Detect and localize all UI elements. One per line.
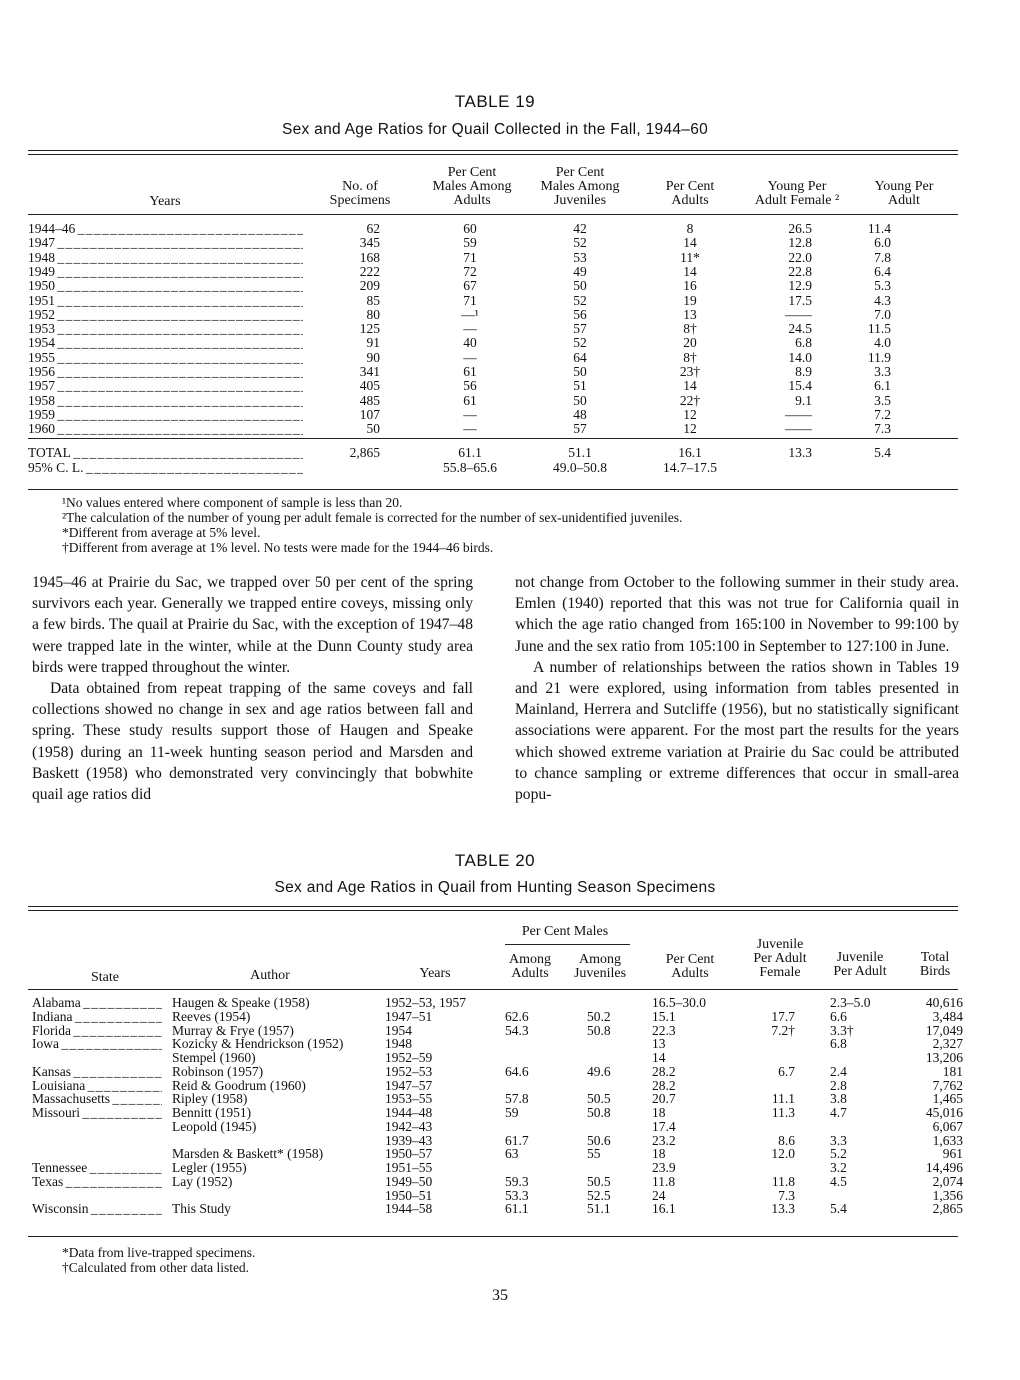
table19-cell: 59 bbox=[463, 235, 477, 251]
table20-cell: 45,016 bbox=[925, 1105, 963, 1120]
table20-cell: Alabama _ _ _ bbox=[32, 996, 162, 1010]
table20-cell: 2.8 bbox=[830, 1077, 847, 1093]
table20-cell: Reeves (1954) bbox=[172, 1008, 251, 1024]
table20-cell: Ripley (1958) bbox=[172, 1091, 248, 1107]
table20-cell: 1954 bbox=[385, 1022, 412, 1038]
table19-cell: 85 bbox=[366, 292, 380, 308]
table20-cell: 54.3 bbox=[505, 1022, 529, 1038]
table19-cell: 3.3 bbox=[874, 364, 891, 379]
table19-top-rule bbox=[28, 150, 958, 155]
table19-cell: 8† bbox=[683, 321, 697, 337]
table19-cell: 91 bbox=[366, 335, 380, 351]
table20-cell: 6.8 bbox=[830, 1036, 847, 1052]
t20-header-total: Total Birds bbox=[919, 950, 951, 979]
table20-cell: 1,465 bbox=[932, 1091, 963, 1107]
table20-cell: 28.2 bbox=[652, 1077, 676, 1093]
table20-cell: 15.1 bbox=[652, 1008, 676, 1024]
table20-cell: 13.3 bbox=[771, 1201, 795, 1217]
table19-cell: 1949 _ _ _ bbox=[28, 265, 303, 279]
table20-cell: 11.1 bbox=[771, 1091, 795, 1107]
table20-cell: 1949–50 bbox=[385, 1173, 433, 1189]
table20-cell: 49.6 bbox=[587, 1063, 611, 1079]
table19-cell: 14.0 bbox=[788, 349, 812, 365]
table20-cell: 1950–51 bbox=[385, 1187, 433, 1203]
table19-cell: 12.8 bbox=[788, 235, 812, 251]
table20-cell: Florida _ _ _ bbox=[32, 1024, 162, 1038]
table19-cell: 22.0 bbox=[788, 249, 812, 265]
t20-header-years: Years bbox=[419, 966, 451, 981]
table20-cell: 1952–59 bbox=[385, 1050, 433, 1065]
table20-cell: 11.8 bbox=[771, 1173, 795, 1189]
table19-cell: 7.8 bbox=[874, 249, 891, 265]
table20-cell: 40,616 bbox=[925, 995, 963, 1010]
table19-cell: 1958 _ _ _ bbox=[28, 394, 303, 408]
table20-cell: 2,074 bbox=[932, 1173, 963, 1189]
table19-cell: 1948 _ _ _ bbox=[28, 251, 303, 265]
table19-cell: 1960 _ _ _ bbox=[28, 422, 303, 436]
table20-cell: 17.7 bbox=[771, 1008, 795, 1024]
table20-cell: Louisiana _ _ _ bbox=[32, 1079, 162, 1093]
table19-cell: 7.3 bbox=[874, 421, 891, 437]
table19-cell: 50 bbox=[573, 278, 587, 294]
table19-cell: 1950 _ _ _ bbox=[28, 279, 303, 293]
t20-footnote-1: *Data from live-trapped specimens. bbox=[62, 1245, 256, 1260]
table19-cell: 1954 _ _ _ bbox=[28, 336, 303, 350]
table19-cell: —— bbox=[785, 406, 812, 422]
table19-cell: 56 bbox=[463, 378, 477, 394]
table20-cell: 13,206 bbox=[925, 1050, 963, 1065]
table19-cell: 485 bbox=[359, 392, 380, 408]
table19-cell: 1951 _ _ _ bbox=[28, 294, 303, 308]
t19-header-young-adult: Young Per Adult bbox=[874, 179, 934, 208]
table20-cell: 50.5 bbox=[587, 1091, 611, 1107]
table20-cell: 1939–43 bbox=[385, 1132, 433, 1148]
table19-cell: 51 bbox=[573, 378, 587, 394]
table20-cell: Wisconsin _ _ _ bbox=[32, 1202, 162, 1216]
table20-cell: 6.6 bbox=[830, 1008, 847, 1024]
table19-cell: — bbox=[463, 421, 477, 437]
t19-footnote-3: *Different from average at 5% level. bbox=[62, 525, 261, 540]
table19-cell: 11* bbox=[680, 249, 700, 265]
table20-cell: 16.5–30.0 bbox=[652, 995, 706, 1010]
table20-cell: 12.0 bbox=[771, 1146, 795, 1162]
table20-cell: 50.5 bbox=[587, 1173, 611, 1189]
table19-cell: 52 bbox=[573, 335, 587, 351]
table20-cell: 7.2† bbox=[771, 1022, 795, 1038]
table19-cell: 12 bbox=[683, 421, 697, 437]
table19-cell: 60 bbox=[463, 221, 477, 236]
table19-cell: 80 bbox=[366, 306, 380, 322]
table20-cell: 1,356 bbox=[932, 1187, 963, 1203]
table19-cell: 49 bbox=[573, 263, 587, 279]
table20-cell: 5.2 bbox=[830, 1146, 847, 1162]
t19-footnote-1: ¹No values entered where component of sample is less than 20. bbox=[62, 495, 403, 510]
paragraph-left-2: Data obtained from repeat trapping of the same coveys and fall collections showed no change in sex and age ratios between fall and spring. These study results support those of Haugen and Speake (1958) during an 11-week hunting season period and Marsden and Baskett (1958) who demonstrated very convincingly that bobwhite quail age ratios did bbox=[32, 680, 473, 804]
table20-cell: 3.2 bbox=[830, 1160, 847, 1175]
table20-cell: 13 bbox=[652, 1036, 666, 1052]
table20-cell: Massachusetts _ _ _ bbox=[32, 1092, 162, 1106]
table19-cell: 61 bbox=[463, 364, 477, 379]
table19-cell: 8† bbox=[683, 349, 697, 365]
table19-cell: 6.4 bbox=[874, 263, 891, 279]
table19-cell: —¹ bbox=[461, 306, 479, 322]
table19-cell: 1959 _ _ _ bbox=[28, 408, 303, 422]
table19-cell: 12.9 bbox=[788, 278, 812, 294]
table20-cell: Reid & Goodrum (1960) bbox=[172, 1077, 306, 1093]
table20-cell: 6.7 bbox=[778, 1063, 795, 1079]
table19-cell: 341 bbox=[359, 364, 380, 379]
table19-cell: 50 bbox=[573, 364, 587, 379]
table20-cell: 16.1 bbox=[652, 1201, 676, 1217]
table20-cell: 1952–53, 1957 bbox=[385, 995, 466, 1010]
table20-cell: 23.9 bbox=[652, 1160, 676, 1175]
table19-cell: 14 bbox=[683, 235, 697, 251]
table19-cell: 19 bbox=[683, 292, 697, 308]
t20-header-juv-adult: Juvenile Per Adult bbox=[833, 950, 887, 979]
table19-cell: 11.4 bbox=[867, 221, 891, 236]
table19-cell: 5.3 bbox=[874, 278, 891, 294]
text-column-left bbox=[32, 572, 473, 805]
t20-footnote-2: †Calculated from other data listed. bbox=[62, 1260, 250, 1275]
table20-cell: Haugen & Speake (1958) bbox=[172, 995, 310, 1010]
table20-cell: Murray & Frye (1957) bbox=[172, 1022, 294, 1038]
table20-cell: Kansas _ _ _ bbox=[32, 1065, 162, 1079]
table20-cell: 18 bbox=[652, 1105, 666, 1120]
table20-cell: 3.3† bbox=[830, 1022, 854, 1038]
paragraph-left-1: 1945–46 at Prairie du Sac, we trapped over 50 per cent of the spring survivors each year. Generally we trapped entire coveys, missing only a few birds. The quail at Prairie du Sac, with the exception of 1947–48 were trapped late in the winter, while at the Dunn County study area birds were trapped throughout the winter. bbox=[32, 574, 473, 676]
table19-cell: 3.5 bbox=[874, 392, 891, 408]
table19-cell: 11.9 bbox=[867, 349, 891, 365]
table19-cell: 20 bbox=[683, 335, 697, 351]
t19-header-males-adults: Per Cent Males Among Adults bbox=[432, 165, 512, 208]
table19-cell: 11.5 bbox=[867, 321, 891, 337]
table19-cell: 1955 _ _ _ bbox=[28, 351, 303, 365]
t20-header-among-juveniles: Among Juveniles bbox=[573, 952, 627, 981]
table20-cell: Kozicky & Hendrickson (1952) bbox=[172, 1036, 344, 1052]
table19-cell: 71 bbox=[463, 292, 477, 308]
t20-males-group-rule bbox=[505, 944, 630, 945]
table19-cell: 22.8 bbox=[788, 263, 812, 279]
table20-cell: 17,049 bbox=[925, 1022, 963, 1038]
table20-cell: 59 bbox=[505, 1105, 519, 1120]
table19-number: TABLE 19 bbox=[454, 92, 536, 111]
table19-cell: 24.5 bbox=[788, 321, 812, 337]
table20-cell: 1942–43 bbox=[385, 1118, 433, 1134]
table20-cell: 61.1 bbox=[505, 1201, 529, 1217]
table19-cell: 50 bbox=[366, 421, 380, 437]
table20-cell: 4.5 bbox=[830, 1173, 847, 1189]
table20-cell: 8.6 bbox=[778, 1132, 795, 1148]
table20-cell: 7.3 bbox=[778, 1187, 795, 1203]
table20-cell: 1944–48 bbox=[385, 1105, 433, 1120]
table20-header-rule bbox=[28, 989, 958, 990]
table19-cell: 50 bbox=[573, 392, 587, 408]
table20-cell: 3,484 bbox=[932, 1008, 963, 1024]
table20-top-rule bbox=[28, 906, 958, 911]
table19-cell: 48 bbox=[573, 406, 587, 422]
table20-cell: 2.4 bbox=[830, 1063, 847, 1079]
table20-cell: 22.3 bbox=[652, 1022, 676, 1038]
table20-bottom-rule bbox=[28, 1236, 958, 1237]
table20-cell: Leopold (1945) bbox=[172, 1118, 257, 1134]
table19-cell: — bbox=[463, 406, 477, 422]
table19-cell: 4.0 bbox=[874, 335, 891, 351]
table19-cell: 12 bbox=[683, 406, 697, 422]
table20-cell: 50.8 bbox=[587, 1105, 611, 1120]
table19-cell: 64 bbox=[573, 349, 587, 365]
t20-header-juv-female: Juvenile Per Adult Female bbox=[753, 937, 807, 980]
table19-cell: 1944–46 _ _ _ bbox=[28, 222, 303, 236]
table20-cell: 2.3–5.0 bbox=[830, 995, 871, 1010]
table20-cell: 50.8 bbox=[587, 1022, 611, 1038]
table19-cell: 1957 _ _ _ bbox=[28, 379, 303, 393]
table19-cell: — bbox=[463, 349, 477, 365]
table19-cell: 9.1 bbox=[795, 392, 812, 408]
table19-cell: 345 bbox=[359, 235, 380, 251]
table20-cell: 961 bbox=[942, 1146, 963, 1162]
table19-cell: 52 bbox=[573, 235, 587, 251]
table20-cell: Iowa _ _ _ bbox=[32, 1037, 162, 1051]
table19-cell: 405 bbox=[359, 378, 380, 394]
table20-cell: Stempel (1960) bbox=[172, 1050, 256, 1065]
table19-cell: 56 bbox=[573, 306, 587, 322]
table20-cell: 1947–57 bbox=[385, 1077, 433, 1093]
table20-cell: 11.3 bbox=[771, 1105, 795, 1120]
table19-cell: 15.4 bbox=[788, 378, 812, 394]
table20-cell: 20.7 bbox=[652, 1091, 676, 1107]
table19-total-rule bbox=[28, 438, 958, 439]
table20-cell: 1951–55 bbox=[385, 1160, 433, 1175]
table20-cell: 1947–51 bbox=[385, 1008, 433, 1024]
table20-cell: 55 bbox=[587, 1146, 601, 1162]
table20-cell: 57.8 bbox=[505, 1091, 529, 1107]
table20-cell: 4.7 bbox=[830, 1105, 847, 1120]
t19-header-specimens: No. of Specimens bbox=[329, 179, 391, 208]
table20-cell: 1953–55 bbox=[385, 1091, 433, 1107]
table20-cell: Missouri _ _ _ bbox=[32, 1106, 162, 1120]
table20-cell: 14,496 bbox=[925, 1160, 963, 1175]
table20-cell: 50.2 bbox=[587, 1008, 611, 1024]
table20-cell: This Study bbox=[172, 1201, 231, 1217]
table19-cell: 14 bbox=[683, 263, 697, 279]
t20-header-among-adults: Among Adults bbox=[509, 952, 551, 981]
table19-cell: 62 bbox=[366, 221, 380, 236]
table19-cell: 1956 _ _ _ bbox=[28, 365, 303, 379]
table19-cell: — bbox=[463, 321, 477, 337]
t19-footnote-4: †Different from average at 1% level. No tests were made for the 1944–46 birds. bbox=[62, 540, 494, 555]
table19-cell: 6.8 bbox=[795, 335, 812, 351]
t19-header-pct-adults: Per Cent Adults bbox=[665, 179, 715, 208]
table20-cell: Texas _ _ _ bbox=[32, 1175, 162, 1189]
table19-title: Sex and Age Ratios for Quail Collected in the Fall, 1944–60 bbox=[281, 121, 709, 138]
table19-cell: 13 bbox=[683, 306, 697, 322]
table20-cell: 50.6 bbox=[587, 1132, 611, 1148]
table20-cell: 1948 bbox=[385, 1036, 412, 1052]
table20-cell: 2,865 bbox=[932, 1201, 963, 1217]
table20-cell: 28.2 bbox=[652, 1063, 676, 1079]
table20-cell: Indiana _ _ _ bbox=[32, 1010, 162, 1024]
table20-cell: 18 bbox=[652, 1146, 666, 1162]
table19-cell: 125 bbox=[359, 321, 380, 337]
table19-cell: 26.5 bbox=[788, 221, 812, 236]
table19-cell: 57 bbox=[573, 321, 587, 337]
table20-number: TABLE 20 bbox=[454, 851, 536, 870]
table20-cell: Tennessee _ _ _ bbox=[32, 1161, 162, 1175]
table20-cell: 3.3 bbox=[830, 1132, 847, 1148]
table20-cell: Bennitt (1951) bbox=[172, 1105, 252, 1120]
table19-cell: 1952 _ _ _ bbox=[28, 308, 303, 322]
table20-cell: 6,067 bbox=[932, 1118, 963, 1134]
table19-cell: 90 bbox=[366, 349, 380, 365]
table19-cell: 53 bbox=[573, 249, 587, 265]
table19-cell: 6.1 bbox=[874, 378, 891, 394]
table19-cell: 8.9 bbox=[795, 364, 812, 379]
table19-cell: 40 bbox=[463, 335, 477, 351]
table19-cell: 1947 _ _ _ bbox=[28, 236, 303, 250]
table19-bottom-rule bbox=[28, 489, 958, 490]
table20-cell: 53.3 bbox=[505, 1187, 529, 1203]
table20-cell: 17.4 bbox=[652, 1118, 676, 1134]
table19-cell: 209 bbox=[359, 278, 380, 294]
table20-cell: Lay (1952) bbox=[172, 1173, 233, 1189]
table19-cell: 107 bbox=[359, 406, 380, 422]
t19-header-males-juveniles: Per Cent Males Among Juveniles bbox=[540, 165, 620, 208]
table19-cell: 57 bbox=[573, 421, 587, 437]
table20-cell: 51.1 bbox=[587, 1201, 611, 1217]
table19-cell: 17.5 bbox=[788, 292, 812, 308]
t20-header-males-group: Per Cent Males bbox=[521, 924, 609, 939]
table19-cell: 52 bbox=[573, 292, 587, 308]
table20-cell: 24 bbox=[652, 1187, 666, 1203]
table19-cell: —— bbox=[785, 421, 812, 437]
t19-header-years: Years bbox=[149, 194, 181, 209]
table20-cell: 11.8 bbox=[652, 1173, 676, 1189]
t20-header-pct-adults: Per Cent Adults bbox=[665, 952, 715, 981]
table20-cell: 5.4 bbox=[830, 1201, 847, 1217]
table19-cell: 6.0 bbox=[874, 235, 891, 251]
table20-title: Sex and Age Ratios in Quail from Hunting Season Specimens bbox=[274, 879, 716, 896]
table20-cell: 7,762 bbox=[932, 1077, 963, 1093]
table20-cell: 3.8 bbox=[830, 1091, 847, 1107]
table19-cell: 23† bbox=[679, 364, 701, 379]
table19-cell: 8 bbox=[686, 221, 694, 236]
table20-cell: 63 bbox=[505, 1146, 519, 1162]
table19-cell: 72 bbox=[463, 263, 477, 279]
table19-cell: 22† bbox=[679, 392, 701, 408]
t20-header-state: State bbox=[91, 970, 119, 985]
t19-footnote-2: ²The calculation of the number of young per adult female is corrected for the number of sex-unidentified juveniles. bbox=[62, 510, 683, 525]
table20-cell: 61.7 bbox=[505, 1132, 529, 1148]
table20-cell: Marsden & Baskett* (1958) bbox=[172, 1146, 324, 1162]
table19-cell: —— bbox=[785, 306, 812, 322]
paragraph-right-1: not change from October to the following summer in their study area. Emlen (1940) reported that this was not true for California quail in which the age ratio changed from 165:100 in November to 99:100 by June and the sex ratio from 105:100 in September to 127:100 in June. bbox=[515, 574, 959, 655]
table19-header-rule bbox=[28, 214, 958, 215]
table19-cell: 16 bbox=[683, 278, 697, 294]
table20-cell: 2,327 bbox=[932, 1036, 963, 1052]
table19-cell: 42 bbox=[573, 221, 587, 236]
table19-cell: 14 bbox=[683, 378, 697, 394]
t20-header-author: Author bbox=[250, 968, 290, 983]
table20-cell: 52.5 bbox=[587, 1187, 611, 1203]
t19-header-young-female: Young Per Adult Female ² bbox=[754, 179, 840, 208]
page-number: 35 bbox=[492, 1287, 508, 1304]
paragraph-right-2: A number of relationships between the ratios shown in Tables 19 and 21 were explored, using information from tables presented in Mainland, Herrera and Sutcliffe (1956), but no statistically significant associations were apparent. For the most part the results for the years which showed extreme variation at Prairie du Sac could be attributed to chance sampling or extreme differences that occur in small-area popu- bbox=[515, 658, 959, 804]
table20-cell: 181 bbox=[942, 1063, 963, 1079]
table19-cell: 71 bbox=[463, 249, 477, 265]
table20-cell: 1950–57 bbox=[385, 1146, 433, 1162]
table19-cell: 7.2 bbox=[874, 406, 891, 422]
table19-cell: 67 bbox=[463, 278, 477, 294]
table19-cell: 4.3 bbox=[874, 292, 891, 308]
table20-cell: 23.2 bbox=[652, 1132, 676, 1148]
table19-cell: 61 bbox=[463, 392, 477, 408]
table20-cell: 62.6 bbox=[505, 1008, 529, 1024]
table20-cell: 59.3 bbox=[505, 1173, 529, 1189]
table20-cell: 14 bbox=[652, 1050, 666, 1065]
table20-cell: Robinson (1957) bbox=[172, 1063, 264, 1079]
table19-cell: 1953 _ _ _ bbox=[28, 322, 303, 336]
table20-cell: Legler (1955) bbox=[172, 1160, 247, 1175]
table20-cell: 1952–53 bbox=[385, 1063, 433, 1079]
table19-cell: 168 bbox=[359, 249, 380, 265]
table20-cell: 1944–58 bbox=[385, 1201, 433, 1217]
table19-cell: 222 bbox=[359, 263, 380, 279]
text-column-right bbox=[515, 572, 959, 805]
table20-cell: 64.6 bbox=[505, 1063, 529, 1079]
table20-cell: 1,633 bbox=[932, 1132, 963, 1148]
table19-cell: 7.0 bbox=[874, 306, 891, 322]
